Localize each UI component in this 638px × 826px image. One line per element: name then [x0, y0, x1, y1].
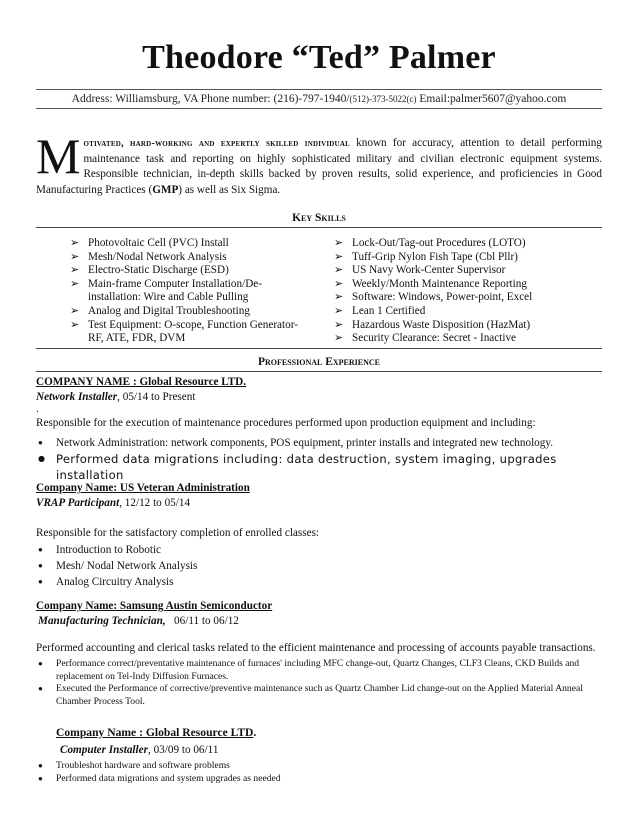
arrow-bullet-icon: ➢ [334, 277, 344, 290]
job-samsung-austin [36, 599, 602, 708]
arrow-bullet-icon: ➢ [334, 318, 344, 331]
job1-dates: , 05/14 to Present [117, 391, 196, 403]
skill-item [334, 264, 594, 278]
job3-company: Company Name: Samsung Austin Semiconductor [36, 600, 273, 612]
round-bullet-icon: ● [38, 561, 43, 570]
list-item [36, 773, 602, 786]
skill-text: Test Equipment: O-scope, Function Generator-RF, ATE, FDR, DVM [88, 318, 298, 345]
skill-item [70, 251, 302, 265]
job2-bullets [36, 542, 602, 590]
job3-bullets [36, 658, 602, 708]
job3-dates: 06/11 to 06/12 [174, 615, 239, 627]
skill-text: Hazardous Waste Disposition (HazMat) [352, 318, 531, 331]
list-item [36, 574, 602, 590]
job4-dates: , 03/09 to 06/11 [147, 744, 219, 756]
job-global-resource-network [36, 375, 602, 483]
round-bullet-icon: ● [38, 684, 43, 693]
job3-role: Manufacturing Technician, [38, 615, 166, 627]
job-us-veteran-administration [36, 481, 602, 590]
round-bullet-icon: ● [38, 454, 46, 463]
round-bullet-icon: ● [38, 438, 43, 447]
job4-role: Computer Installer [60, 744, 148, 756]
arrow-bullet-icon: ➢ [334, 291, 344, 304]
skill-item [70, 264, 302, 278]
skill-text: Main-frame Computer Installation/De-installation: Wire and Cable Pulling [88, 277, 262, 304]
key-skills-rule [36, 227, 602, 228]
job1-role: Network Installer [36, 391, 118, 403]
summary-text-2: ) as well as Six Sigma. [178, 183, 281, 196]
round-bullet-icon: ● [38, 659, 43, 668]
job2-dates: , 12/12 to 05/14 [119, 497, 191, 509]
summary-text-1: known for accuracy, attention to detail performing maintenance task and reporting on highly sophisticated military and civilian electronic equipment systems. Responsible technician, in-depth skills backed by proven results, solid experience, and proficiencies in Good Manufacturing Practices ( [36, 137, 602, 196]
skill-text: Lean 1 Certified [352, 304, 426, 317]
skill-text: Weekly/Month Maintenance Reporting [352, 277, 527, 290]
list-item [36, 542, 602, 558]
skill-text: Lock-Out/Tag-out Procedures (LOTO) [352, 237, 526, 249]
list-item [36, 658, 602, 683]
job3-description: Performed accounting and clerical tasks related to the efficient maintenance and processing of accounts payable transactions. [36, 642, 596, 654]
contact-email[interactable]: Email:palmer5607@yahoo.com [416, 93, 567, 105]
skill-item [70, 237, 302, 251]
list-item-text: Network Administration: network components, POS equipment, printer installs and integrated new technology. [56, 437, 554, 449]
list-item-text: Analog Circuitry Analysis [56, 576, 174, 588]
skill-item [70, 305, 302, 319]
skill-item [334, 305, 594, 319]
skill-text: Tuff-Grip Nylon Fish Tape (Cbl Pllr) [352, 250, 518, 263]
skill-item [334, 251, 594, 265]
experience-heading: Professional Experience [257, 356, 381, 368]
skill-item [334, 291, 594, 305]
job4-bullets [36, 760, 602, 785]
job1-dot: . [36, 403, 39, 415]
round-bullet-icon: ● [38, 761, 43, 770]
job4-company: Company Name : Global Resource LTD [56, 726, 254, 739]
arrow-bullet-icon: ➢ [334, 237, 344, 249]
job-global-resource-computer [36, 725, 602, 785]
contact-address-phone: Address: Williamsburg, VA Phone number: (216)-797-1940/ [71, 93, 350, 105]
job1-bullets [36, 435, 602, 483]
skill-text: Electro-Static Discharge (ESD) [88, 264, 229, 277]
job2-role: VRAP Participant [36, 497, 120, 509]
skill-text: Security Clearance: Secret - Inactive [352, 332, 516, 345]
skill-text: Photovoltaic Cell (PVC) Install [88, 237, 229, 249]
arrow-bullet-icon: ➢ [334, 250, 344, 263]
skill-item [334, 332, 594, 346]
contact-line [36, 89, 602, 109]
list-item-text: Mesh/ Nodal Network Analysis [56, 560, 198, 572]
arrow-bullet-icon: ➢ [70, 318, 80, 331]
skill-text: US Navy Work-Center Supervisor [352, 264, 506, 277]
job2-description: Responsible for the satisfactory completion of enrolled classes: [36, 527, 320, 539]
job1-description: Responsible for the execution of maintenance procedures performed upon production equipment and including: [36, 417, 536, 429]
arrow-bullet-icon: ➢ [70, 304, 80, 317]
arrow-bullet-icon: ➢ [70, 237, 80, 249]
summary-gmp: GMP [152, 183, 179, 196]
list-item [36, 558, 602, 574]
list-item [36, 435, 602, 451]
key-skills-right-list [334, 237, 594, 346]
arrow-bullet-icon: ➢ [70, 250, 80, 263]
skill-item [334, 319, 594, 333]
list-item-text: Introduction to Robotic [56, 544, 162, 556]
round-bullet-icon: ● [38, 773, 43, 783]
job1-company: COMPANY NAME : Global Resource LTD. [36, 376, 247, 388]
contact-cell-phone: (512)-373-5022(c) [349, 94, 417, 104]
skill-text: Analog and Digital Troubleshooting [88, 304, 250, 317]
list-item-text: Performed data migrations and system upgrades as needed [56, 772, 281, 784]
skill-text: Software: Windows, Power-point, Excel [352, 291, 533, 304]
arrow-bullet-icon: ➢ [70, 264, 80, 277]
skill-text: Mesh/Nodal Network Analysis [88, 250, 227, 263]
arrow-bullet-icon: ➢ [334, 264, 344, 277]
skill-item [70, 278, 302, 305]
list-item-text: Performance correct/preventative maintenance of furnaces' including MFC change-out, Quartz Changes, CLF3 Cleans, CKD Builds and replacement on Tel-Indy Diffusion Furnaces. [56, 658, 580, 682]
job4-company-end: . [253, 726, 257, 739]
list-item [36, 683, 602, 708]
skill-item [334, 237, 594, 251]
list-item-text: Troubleshot hardware and software problems [56, 760, 230, 771]
summary-lead: otivated, hard-working and expertly skilled individual [83, 138, 350, 149]
profile-summary [36, 128, 602, 198]
round-bullet-icon: ● [38, 545, 43, 554]
experience-rule [36, 371, 602, 372]
candidate-name: Theodore “Ted” Palmer [142, 39, 496, 76]
key-skills-heading: Key Skills [292, 212, 346, 224]
arrow-bullet-icon: ➢ [334, 304, 344, 317]
skill-item [70, 319, 302, 346]
list-item [36, 451, 602, 483]
list-item [36, 760, 602, 773]
arrow-bullet-icon: ➢ [334, 332, 344, 345]
round-bullet-icon: ● [38, 577, 43, 586]
list-item-text: Performed data migrations including: data destruction, system imaging, upgrades installation [56, 452, 557, 482]
skill-item [334, 278, 594, 292]
summary-dropcap: M [36, 128, 81, 184]
key-skills-left-list [70, 237, 302, 346]
arrow-bullet-icon: ➢ [70, 277, 80, 290]
list-item-text: Executed the Performance of corrective/preventive maintenance such as Quartz Chamber Lid change-out on the Applied Material Anneal Chamber Process Tool. [56, 683, 583, 707]
job2-company: Company Name: US Veteran Administration [36, 482, 250, 494]
experience-top-rule [36, 348, 602, 349]
